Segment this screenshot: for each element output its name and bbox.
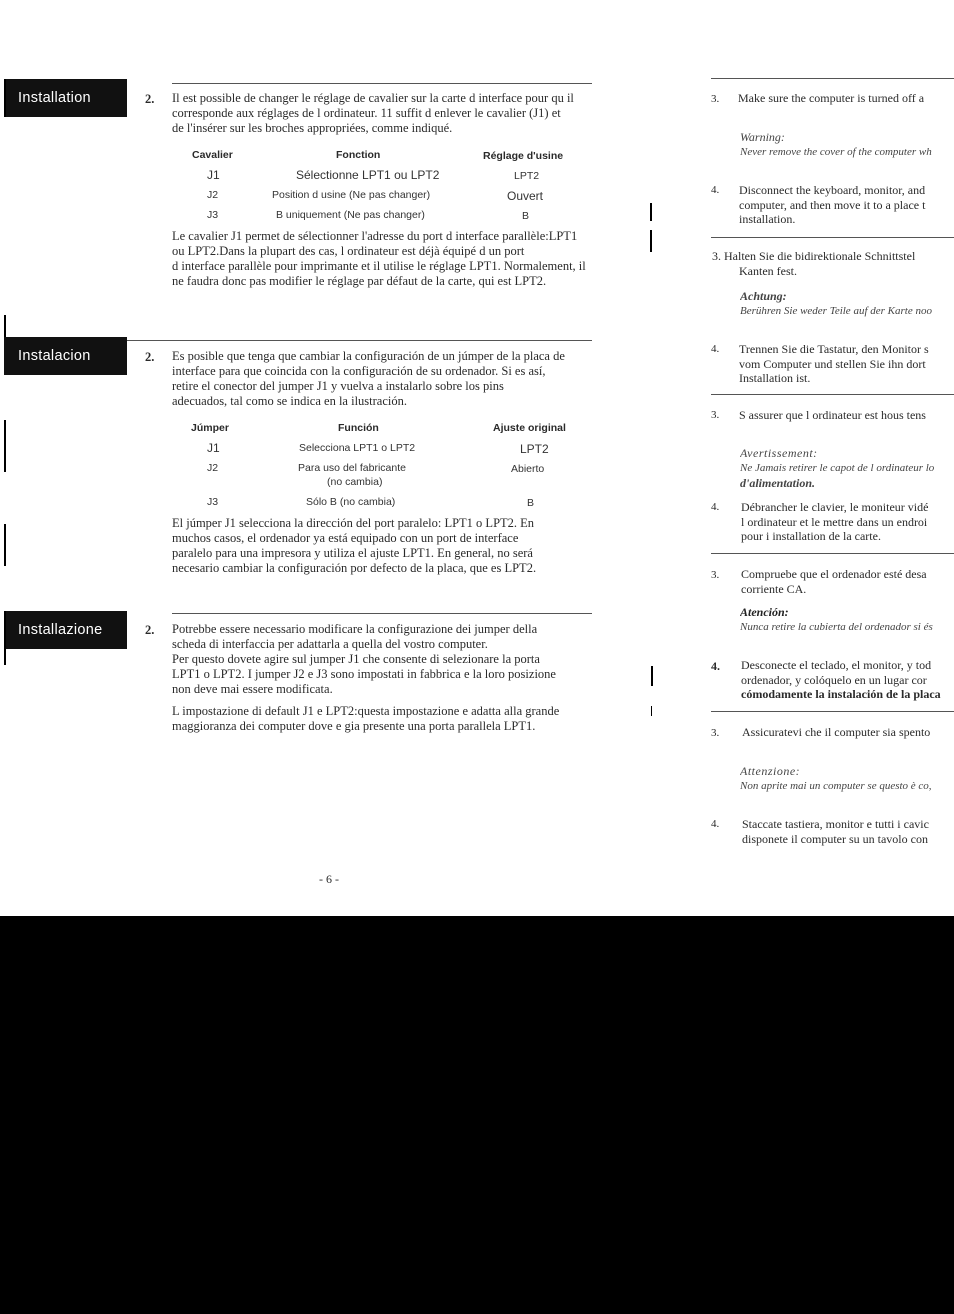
table-header: Réglage d'usine (483, 150, 564, 162)
table-cell: Selecciona LPT1 o LPT2 (299, 442, 416, 454)
text-line: Il est possible de changer le réglage de cavalier sur la carte d interface pour qu il (172, 91, 574, 105)
text-line: Es posible que tenga que cambiar la configuración de un júmper de la placa de (172, 349, 565, 363)
de-step4 (739, 342, 954, 386)
text-line: Débrancher le clavier, le moniteur vidé (741, 500, 929, 514)
fr-warning-title: Avertissement: (740, 446, 818, 460)
text-line: scheda di interfaccia per adattarla a quella del vostro computer. (172, 637, 488, 651)
text-line: de l'insérer sur les broches appropriées, comme indiqué. (172, 121, 453, 135)
table-cell: J3 (207, 496, 219, 508)
scan-mark (651, 666, 653, 686)
table-header: Fonction (336, 149, 381, 161)
step-number: 4. (711, 343, 720, 355)
scan-mark (651, 706, 652, 716)
text-line: Ne Jamais retirer le capot de l ordinateur lo (740, 462, 935, 474)
text-line: d'alimentation. (740, 475, 816, 490)
en-step4 (739, 183, 954, 227)
step-number: 3. (711, 409, 720, 421)
scan-mark (650, 203, 652, 221)
table-cell: B (527, 497, 535, 509)
fr-warning-text (740, 461, 954, 490)
es-step3 (741, 567, 954, 596)
table-header: Función (338, 422, 379, 434)
table-cell: LPT2 (520, 442, 549, 456)
text-line: paralelo para una impresora y utiliza el ajuste LPT1. En general, no será (172, 546, 533, 560)
table-cell: Ouvert (507, 189, 544, 203)
installation-text-after (172, 229, 612, 289)
section-rule (711, 78, 954, 79)
de-warning-text: Berühren Sie weder Teile auf der Karte noo (740, 305, 932, 317)
it-step3: Assicuratevi che il computer sia spento (742, 725, 931, 739)
table-cell: (no cambia) (327, 476, 383, 488)
section-rule (172, 83, 592, 84)
instalacion-text-after (172, 516, 612, 576)
installazione-text (172, 622, 612, 697)
table-header: Júmper (191, 422, 229, 434)
text-line: Trennen Sie die Tastatur, den Monitor s (739, 342, 929, 356)
table-cell: Sólo B (no cambia) (306, 496, 396, 508)
table-cell: J2 (207, 462, 219, 474)
table-cell: B uniquement (Ne pas changer) (276, 209, 425, 221)
text-line: L impostazione di default J1 e LPT2:questa impostazione e adatta alla grande (172, 704, 560, 718)
it-step4 (742, 817, 954, 846)
text-line: installation. (739, 212, 796, 226)
page-number: - 6 - (319, 872, 339, 886)
text-line: ou LPT2.Dans la plupart des cas, l ordinateur est déjà équipé d un port (172, 244, 525, 258)
de-warning-title: Achtung: (740, 289, 787, 303)
step-number: 4. (711, 501, 720, 513)
text-line: adecuados, tal como se indica en la ilustración. (172, 394, 407, 408)
text-line: El júmper J1 selecciona la dirección del port paralelo: LPT1 o LPT2. En (172, 516, 535, 530)
scan-mark (650, 230, 652, 252)
text-line: Compruebe que el ordenador esté desa (741, 567, 927, 581)
text-line: d interface parallèle pour imprimante et il utilise le réglage LPT1. Normalement, il (172, 259, 586, 273)
text-line: Desconecte el teclado, el monitor, y tod (741, 658, 932, 672)
section-rule (711, 553, 954, 554)
text-line: Le cavalier J1 permet de sélectionner l'adresse du port d interface parallèle:LPT1 (172, 229, 578, 243)
text-line: Staccate tastiera, monitor e tutti i cavic (742, 817, 929, 831)
text-line: disponete il computer su un tavolo con (742, 831, 928, 846)
it-warning-title: Attenzione: (740, 764, 801, 778)
table-cell: Position d usine (Ne pas changer) (272, 189, 431, 201)
text-line: muchos casos, el ordenador ya está equipado con un port de interface (172, 531, 519, 545)
de-step3 (712, 249, 954, 278)
margin-bar (4, 524, 6, 566)
step-number: 4. (711, 659, 720, 673)
text-line: corresponde aux réglages de l ordinateur. 11 suffit d enlever le cavalier (J1) et (172, 106, 561, 120)
text-line: Disconnect the keyboard, monitor, and (739, 183, 926, 197)
text-line: interface para que coincida con la configuración de su ordenador. Si es así, (172, 364, 546, 378)
fr-step4 (741, 500, 954, 544)
text-line: Potrebbe essere necessario modificare la configurazione dei jumper della (172, 622, 538, 636)
text-line: maggioranza dei computer dove e gia presente una porta parallela LPT1. (172, 719, 536, 733)
section-rule (711, 394, 954, 395)
text-line: cómodamente la instalación de la placa (741, 687, 941, 701)
margin-bar (4, 420, 6, 472)
text-line: Per questo dovete agire sul jumper J1 che consente di selezionare la porta (172, 652, 540, 666)
scan-background (0, 916, 954, 1314)
text-line: ordenador, y colóquelo en un lugar cor (741, 672, 927, 687)
en-warning-text: Never remove the cover of the computer wh (740, 146, 932, 158)
installation-text (172, 91, 612, 136)
section-rule (711, 711, 954, 712)
table-cell: Sélectionne LPT1 ou LPT2 (296, 168, 440, 182)
section-tab-installazione: Installazione (4, 611, 127, 649)
text-line: ne faudra donc pas modifier le réglage par défaut de la carte, qui est LPT2. (172, 274, 547, 288)
text-line: LPT1 o LPT2. I jumper J2 e J3 sono impostati in fabbrica e la loro posizione (172, 667, 556, 681)
text-line: necesario cambiar la configuración por defecto de la placa, que es LPT2. (172, 561, 537, 575)
margin-bar (4, 611, 6, 665)
step-number: 2. (145, 92, 155, 106)
text-line: vom Computer und stellen Sie ihn dort (739, 356, 926, 371)
table-cell: Abierto (511, 463, 545, 475)
fr-step3: S assurer que l ordinateur est hous tens (739, 408, 926, 422)
step-number: 2. (145, 350, 155, 364)
text-line: Installation ist. (739, 371, 811, 385)
table-cell: Para uso del fabricante (298, 462, 406, 474)
es-step4 (741, 658, 954, 702)
it-warning-text: Non aprite mai un computer se questo è co, (740, 780, 932, 792)
text-line: Kanten fest. (739, 263, 797, 278)
text-line: retire el conector del jumper J1 y vuelva a instalarlo sobre los pins (172, 379, 504, 393)
installazione-text-after (172, 704, 612, 734)
text-line: non deve mai essere modificata. (172, 682, 333, 696)
step-number: 4. (711, 184, 720, 196)
table-cell: LPT2 (514, 170, 540, 182)
step-number: 3. (711, 93, 720, 105)
section-tab-instalacion: Instalacion (4, 337, 127, 375)
step-number: 4. (711, 818, 720, 830)
table-header: Ajuste original (493, 422, 566, 434)
table-cell: J3 (207, 209, 219, 221)
en-step3: Make sure the computer is turned off a (738, 91, 925, 105)
text-line: computer, and then move it to a place t (739, 197, 926, 212)
step-number: 3. (711, 727, 720, 739)
step-number: 3. (711, 569, 720, 581)
step-number: 2. (145, 623, 155, 637)
text-line: pour i installation de la carte. (741, 529, 881, 543)
es-warning-title: Atención: (740, 605, 789, 619)
table-cell: J2 (207, 189, 219, 201)
section-rule (172, 613, 592, 614)
section-tab-installation: Installation (4, 79, 127, 117)
instalacion-text (172, 349, 612, 409)
text-line: l ordinateur et le mettre dans un endroi (741, 514, 928, 529)
section-rule (711, 237, 954, 238)
table-cell: J1 (207, 441, 220, 455)
text-line: 3. Halten Sie die bidirektionale Schnittstel (712, 249, 916, 263)
en-warning-title: Warning: (740, 130, 785, 144)
table-cell: B (522, 210, 530, 222)
es-warning-text: Nunca retire la cubierta del ordenador si és (740, 621, 933, 633)
margin-bar (4, 79, 6, 117)
table-cell: J1 (207, 168, 220, 182)
text-line: corriente CA. (741, 581, 807, 596)
table-header: Cavalier (192, 149, 233, 161)
